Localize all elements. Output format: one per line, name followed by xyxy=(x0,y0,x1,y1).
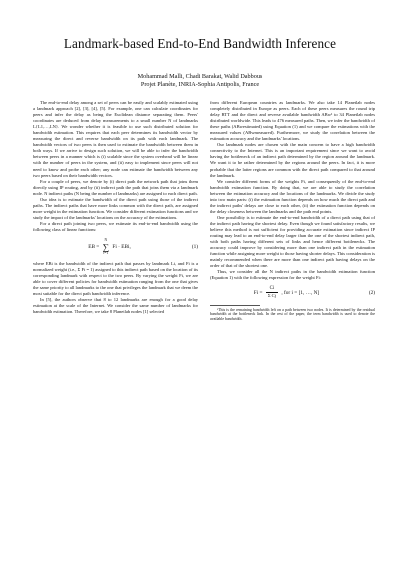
eq1-number: (1) xyxy=(191,244,198,250)
paragraph: For a direct path joining two peers, we estimate its end-to-end bandwidth using the following class of linear functions: xyxy=(33,220,198,232)
paper-title: Landmark-based End-to-End Bandwidth Inference xyxy=(63,36,337,51)
eq2-lhs: Fi = xyxy=(253,290,263,297)
eq2-number: (2) xyxy=(368,289,375,296)
footnote: ¹This is the remaining bandwidth left on a path between two nodes. It is determined by the residual bandwidth at the bottleneck link. In the rest of the paper, the term bandwidth is used to denote the available bandwidth. xyxy=(210,307,375,322)
paragraph: The end-to-end delay among a set of peers can be easily and scalably estimated using a landmark approach [2], [3], [4], [5]. For example, one can calculate coordinates for peers and infer the delay as being the Euclidean distance separating them. Peers' coordinates are deduced from delay measurements to a small number N of landmarks L{L1,…,LN}. We wonder whether it is feasible to use such distributed solution for bandwidth estimation. This requires that each peer determines its bandwidth vector by measuring the direct and reverse bandwidth on its path with each landmark. The bandwidth vectors of two peers is then used to estimate the bandwidth between them in both ways. If we arrive to design such solution, we will be able to infer the bandwidth between peers in a manner which is (i) scalable since the system overhead will be linear with the number of peers in the system, and (ii) easy to implement since peers will not need to know and probe each other; any node can estimate the bandwidth between any two peers based on their bandwidth vectors. xyxy=(33,100,198,178)
equation-2 xyxy=(210,286,375,299)
paragraph: Our landmark nodes are chosen with the main concern to have a high bandwidth connectivity to the Internet. This is an important requirement since we want to avoid having the bottleneck of an indirect path determined by the region around the landmark. We want it to be rather determined by the regions around the peers. In fact, it is more probable that the latter regions are common with the direct path compared to that around the landmark. xyxy=(210,142,375,178)
paragraph: In [5], the authors observe that 8 to 12 landmarks are enough for a good delay estimation at the scale of the Internet. We consider the same number of landmarks for bandwidth estimation. Therefore, we take 8 Planetlab nodes [1] selected xyxy=(33,297,198,315)
left-column xyxy=(33,100,198,315)
sum-lower: i=1 xyxy=(103,251,109,256)
paragraph: from different European countries as landmarks. We also take 14 Planetlab nodes completely distributed in Europe as peers. Each of these peers measures the round trip delay RTT and the direct and reverse available bandwidth ABw¹ to 34 Planetlab nodes distributed worldwide. This leads to 476 measured paths. Then, we infer the bandwidth of these paths (ABwestimated) using Equation (1) and we compare the estimations with the measured values (ABwmeasured). Furthermore, we study the correlation between the estimation accuracy and the landmarks' locations. xyxy=(210,100,375,142)
fraction xyxy=(266,286,278,299)
paragraph: One possibility is to estimate the end-to-end bandwidth of a direct path using that of the indirect path having the shortest delay. Even though we found satisfactory results, we believe this method is not sufficient for providing accurate estimation since indirect IP routing may lead to an end-to-end delay larger than the one of the shortest indirect path, with both paths having different sets of links and hence different bottlenecks. The accuracy could improve by considering more than one indirect path in the estimation function while assigning more weight to those having shorter delays. This consideration is mainly recommended when there are more than one indirect path having delays on the order of that of the shortest one. xyxy=(210,214,375,269)
authors: Mohammad Malli, Chadi Barakat, Walid Dabbous xyxy=(137,73,263,80)
eq2-condition: , for i = [1, …, N] xyxy=(281,290,320,297)
eq2-denominator: Σ Cj xyxy=(267,293,277,299)
footnote-rule xyxy=(210,305,260,306)
paragraph: We consider different forms of the weights Fi, and consequently of the end-to-end bandwidth estimation function. By doing that, we are able to study the correlation between the estimation accuracy and the locations of the landmarks. We divide the study into two main parts: (i) the estimation function depends on how much the direct path and the indirect paths' delays are close to each other, (ii) the estimation function depends on the delay closeness between the landmarks and the path end points. xyxy=(210,178,375,214)
paragraph: Thus, we consider all the N indirect paths in the bandwidth estimation function (Equation 1) with the following expression for the weight Fi: xyxy=(210,269,375,281)
sum-upper: N xyxy=(104,238,108,243)
right-column xyxy=(210,100,375,322)
eq2-numerator: Ci xyxy=(266,286,278,293)
paragraph: Our idea is to estimate the bandwidth of the direct path using those of the indirect paths. The indirect paths that have more links common with the direct path, are assigned more weight in the estimation function. We consider different estimation functions and we study the impact of the landmarks' locations on the accuracy of the estimations. xyxy=(33,196,198,220)
summation-symbol: N ∑ i=1 xyxy=(102,238,110,256)
paragraph: For a couple of peers, we denote by (i) direct path the network path that joins them directly using IP routing, and by (ii) indirect path the path that joins them via a landmark node. N indirect paths (N being the number of landmarks) are assigned to each direct path. xyxy=(33,178,198,196)
eq1-rhs: Fi · EBi, xyxy=(112,244,131,251)
affiliation: Projet Planète, INRIA-Sophia Antipolis, France xyxy=(140,81,260,88)
equation-1 xyxy=(33,238,198,256)
eq1-lhs: EB = xyxy=(88,244,100,251)
author-block xyxy=(0,73,400,89)
paragraph: where EBi is the bandwidth of the indirect path that passes by landmark Li, and Fi is a normalized weight (i.e., Σ Fi = 1) assigned to this indirect path based on the location of its corresponding landmark with respect to the two peers. By varying the weight Fi, we are able to cover different policies for bandwidth estimation ranging from the one that gives the same priority to all landmarks to the one that privileges the landmark that we deem the most suitable for the direct path bandwidth inference. xyxy=(33,261,198,297)
